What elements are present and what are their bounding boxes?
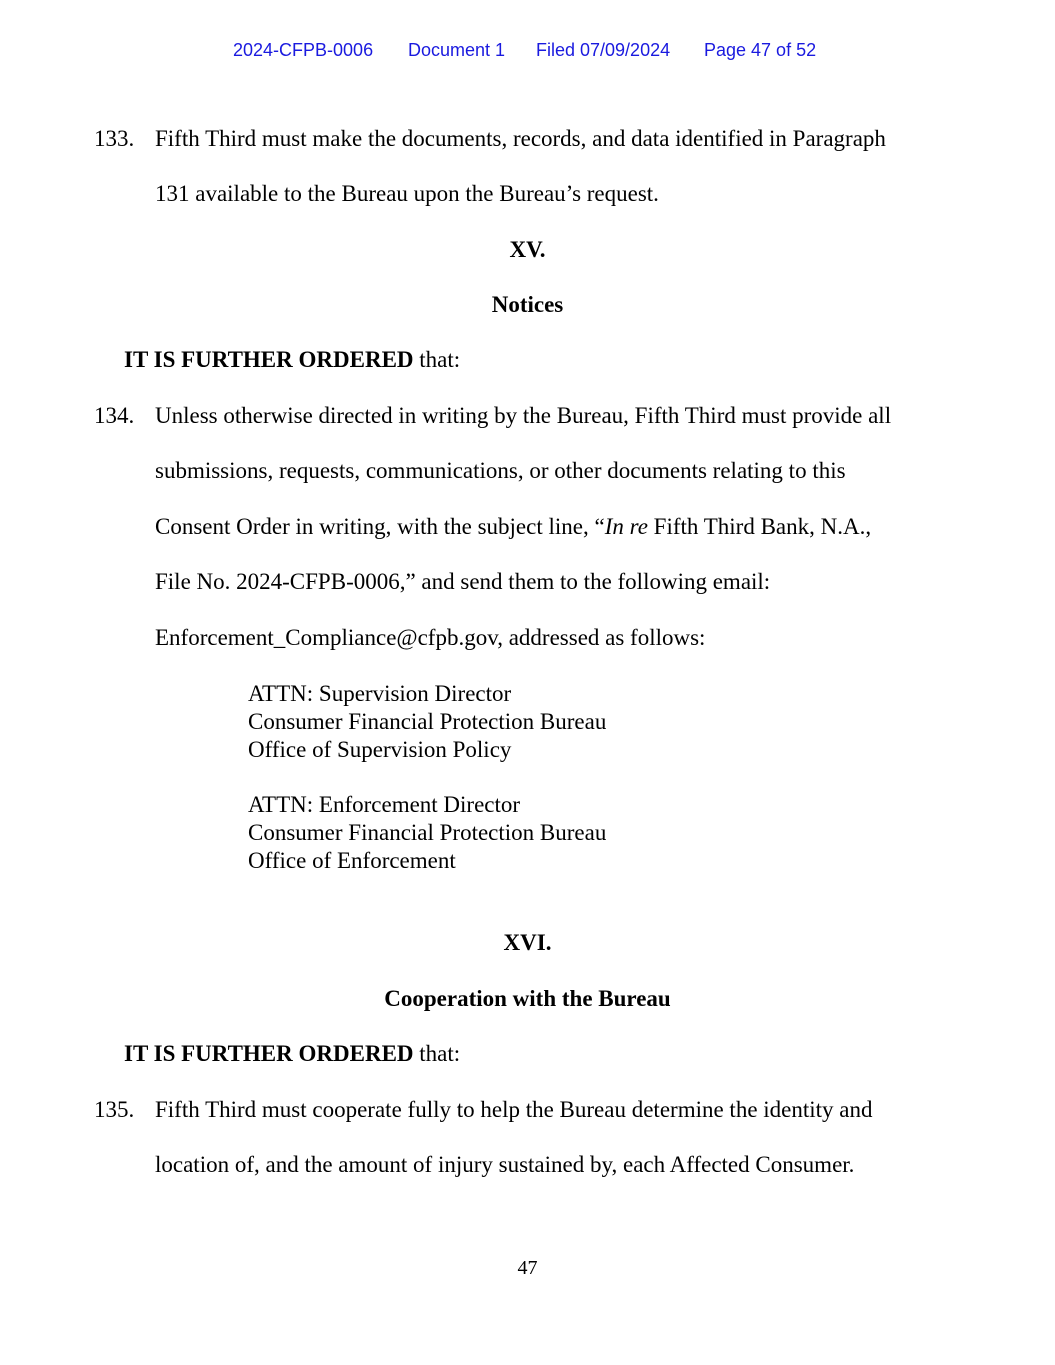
paragraph-134-line-3-a: Consent Order in writing, with the subject line, “ — [155, 514, 605, 539]
further-ordered-clause-xv — [124, 346, 460, 374]
paragraph-134-line-4: File No. 2024-CFPB-0006,” and send them to the following email: — [155, 569, 771, 594]
filing-header — [0, 40, 1055, 64]
paragraph-134-line-5: Enforcement_Compliance@cfpb.gov, addressed as follows: — [155, 625, 706, 650]
paragraph-134-line-3-b: Fifth Third Bank, N.A., — [647, 514, 872, 539]
paragraph-133-line-2: 131 available to the Bureau upon the Bureau’s request. — [155, 181, 659, 206]
paragraph-number-133: 133. — [94, 126, 135, 151]
address-1-line-2: Consumer Financial Protection Bureau — [248, 709, 607, 734]
paragraph-134-line-1: Unless otherwise directed in writing by the Bureau, Fifth Third must provide all — [155, 403, 892, 428]
paragraph-133-line-1: Fifth Third must make the documents, records, and data identified in Paragraph — [155, 126, 886, 151]
paragraph-135-line-2: location of, and the amount of injury sustained by, each Affected Consumer. — [155, 1152, 855, 1177]
paragraph-number-135: 135. — [94, 1097, 135, 1122]
in-re-italic: In re — [604, 514, 648, 539]
section-xv-numeral: XV. — [509, 237, 546, 262]
section-xv-title: Notices — [491, 292, 564, 317]
header-case-number: 2024-CFPB-0006 — [233, 40, 374, 60]
section-xvi-title: Cooperation with the Bureau — [384, 986, 671, 1011]
paragraph-number-134: 134. — [94, 403, 135, 428]
header-filed-date: Filed 07/09/2024 — [536, 40, 671, 60]
further-ordered-bold: IT IS FURTHER ORDERED — [124, 1041, 414, 1066]
further-ordered-clause-xvi — [124, 1040, 460, 1068]
address-2-line-2: Consumer Financial Protection Bureau — [248, 820, 607, 845]
address-2-line-3: Office of Enforcement — [248, 848, 456, 873]
further-ordered-rest: that: — [413, 347, 461, 372]
paragraph-134-line-3 — [155, 513, 871, 541]
address-1-line-1: ATTN: Supervision Director — [248, 681, 512, 706]
address-2-line-1: ATTN: Enforcement Director — [248, 792, 521, 817]
further-ordered-rest: that: — [413, 1041, 461, 1066]
further-ordered-bold: IT IS FURTHER ORDERED — [124, 347, 414, 372]
paragraph-135-line-1: Fifth Third must cooperate fully to help the Bureau determine the identity and — [155, 1097, 873, 1122]
paragraph-134-line-2: submissions, requests, communications, or other documents relating to this — [155, 458, 846, 483]
header-page: Page 47 of 52 — [704, 40, 817, 60]
page-number: 47 — [517, 1257, 538, 1279]
header-document: Document 1 — [408, 40, 506, 60]
section-xvi-numeral: XVI. — [503, 930, 552, 955]
address-1-line-3: Office of Supervision Policy — [248, 737, 512, 762]
